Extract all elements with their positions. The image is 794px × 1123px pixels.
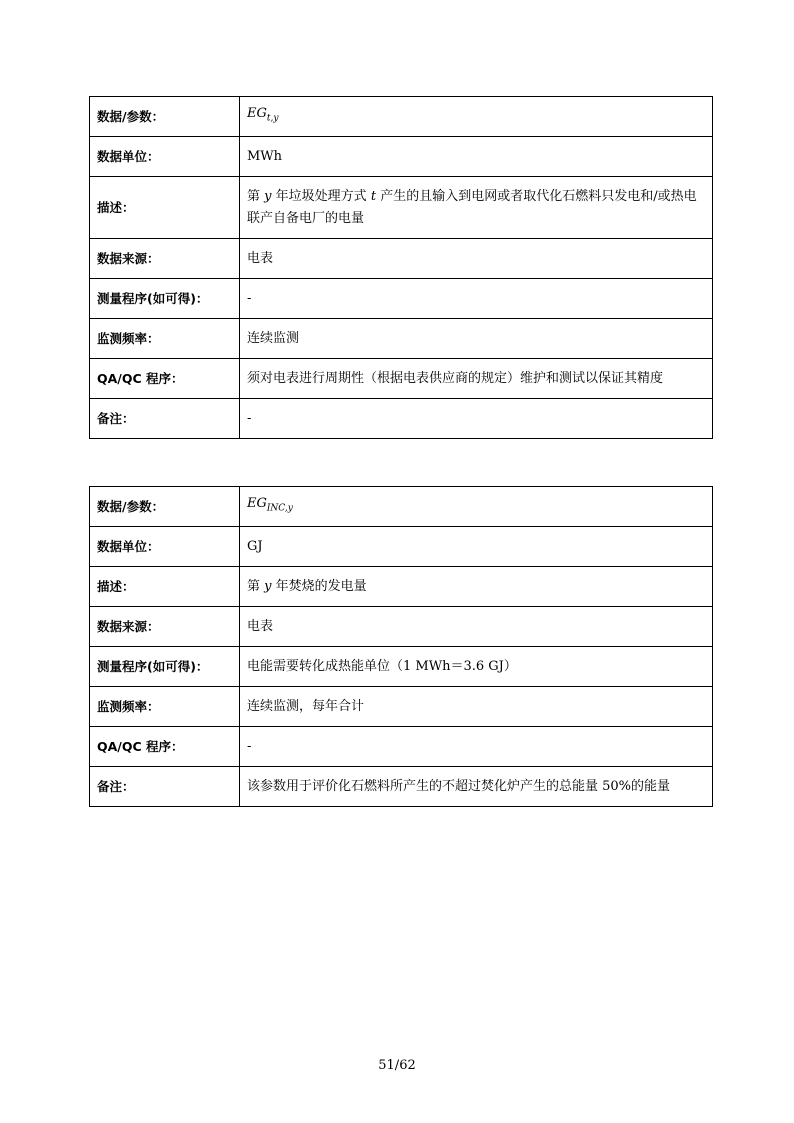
table-row (90, 359, 713, 399)
row-value: GJ (240, 527, 713, 567)
table-row (90, 767, 713, 807)
row-label: 测量程序(如可得)： (90, 279, 240, 319)
row-label: 数据单位： (90, 527, 240, 567)
table-row (90, 647, 713, 687)
table-row (90, 177, 713, 239)
row-value: - (240, 279, 713, 319)
row-label: 描述： (90, 567, 240, 607)
row-value: 第 y 年焚烧的发电量 (240, 567, 713, 607)
row-value: 该参数用于评价化石燃料所产生的不超过焚化炉产生的总能量 50%的能量 (240, 767, 713, 807)
row-label: 监测频率： (90, 319, 240, 359)
row-value: MWh (240, 137, 713, 177)
table-row (90, 137, 713, 177)
row-value: 连续监测 (240, 319, 713, 359)
row-label: 测量程序(如可得)： (90, 647, 240, 687)
parameter-symbol: $EG_{t,y}$ (240, 97, 713, 137)
parameter-symbol: $EG_{INC,y}$ (240, 487, 713, 527)
row-label: 备注： (90, 767, 240, 807)
row-label: 数据来源： (90, 239, 240, 279)
row-label: 数据来源： (90, 607, 240, 647)
row-label: 数据/参数： (90, 97, 240, 137)
row-value: 第 y 年垃圾处理方式 t 产生的且输入到电网或者取代化石燃料只发电和/或热电联产自备电厂的电量 (240, 177, 713, 239)
table-row (90, 687, 713, 727)
row-value: 须对电表进行周期性（根据电表供应商的规定）维护和测试以保证其精度 (240, 359, 713, 399)
parameter-table-eg-ty (89, 96, 713, 439)
table-row (90, 97, 713, 137)
row-label: 数据/参数： (90, 487, 240, 527)
row-label: 备注： (90, 399, 240, 439)
table-row (90, 399, 713, 439)
row-value: - (240, 399, 713, 439)
row-value: 电表 (240, 607, 713, 647)
row-label: 监测频率： (90, 687, 240, 727)
row-label: QA/QC 程序： (90, 727, 240, 767)
page-number: 51/62 (378, 1058, 416, 1073)
parameter-table-eg-inc (89, 486, 713, 807)
table-row (90, 567, 713, 607)
row-label: 描述： (90, 177, 240, 239)
row-value: 连续监测，每年合计 (240, 687, 713, 727)
row-value: - (240, 727, 713, 767)
row-value: 电表 (240, 239, 713, 279)
table-row (90, 319, 713, 359)
row-label: 数据单位： (90, 137, 240, 177)
table-row (90, 279, 713, 319)
table-row (90, 727, 713, 767)
table-row (90, 607, 713, 647)
table-row (90, 487, 713, 527)
table-row (90, 239, 713, 279)
row-value: 电能需要转化成热能单位（1 MWh＝3.6 GJ） (240, 647, 713, 687)
table-row (90, 527, 713, 567)
row-label: QA/QC 程序： (90, 359, 240, 399)
